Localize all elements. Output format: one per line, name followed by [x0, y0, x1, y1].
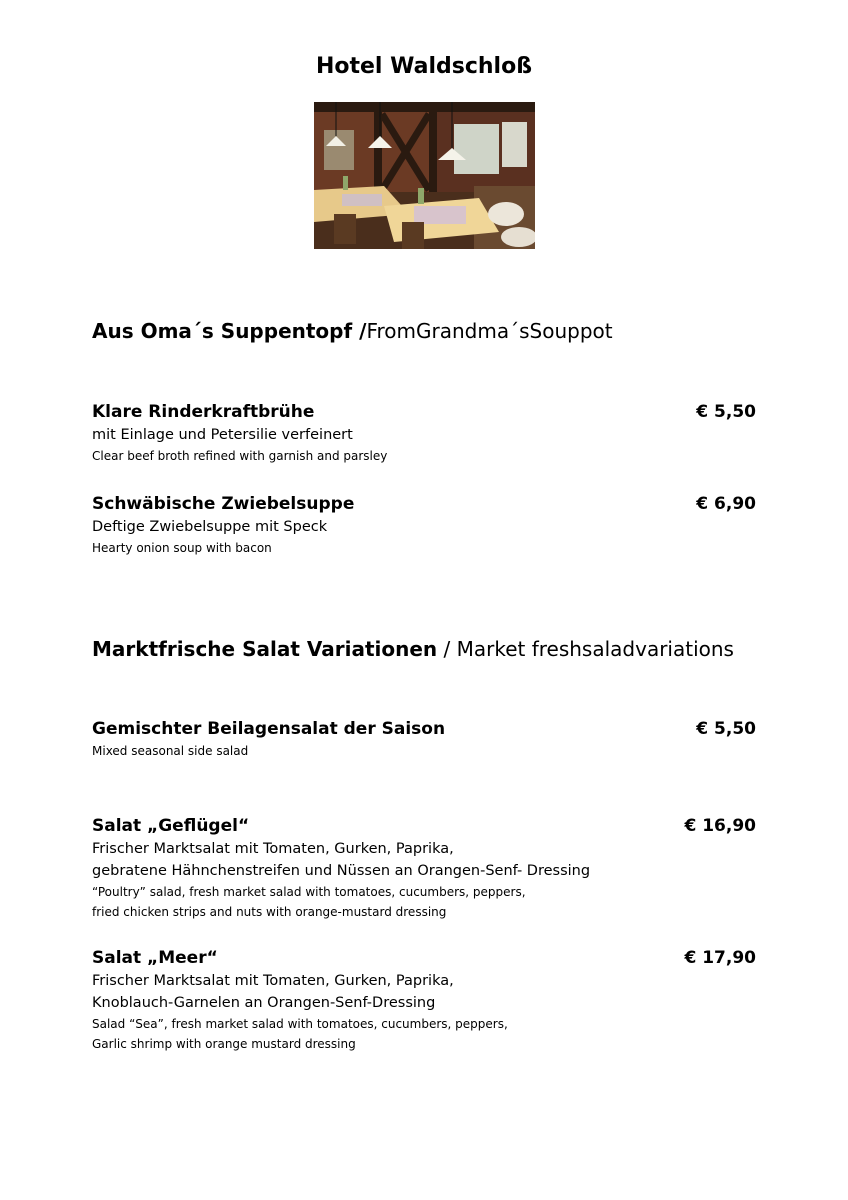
- menu-item: [92, 814, 756, 922]
- menu-item-description: Frischer Marktsalat mit Tomaten, Gurken, Paprika,: [92, 841, 454, 857]
- menu-item: [92, 717, 756, 761]
- section-heading-salads: [92, 637, 734, 661]
- menu-item-name: Schwäbische Zwiebelsuppe: [92, 494, 355, 514]
- section-heading-en: FromGrandma´sSouppot: [366, 319, 613, 343]
- section-heading-separator: /: [437, 637, 457, 661]
- menu-item-english: fried chicken strips and nuts with orange-mustard dressing: [92, 905, 447, 919]
- menu-item-price: € 5,50: [696, 402, 756, 422]
- restaurant-interior-photo: [314, 102, 535, 249]
- menu-item: [92, 946, 756, 1054]
- section-heading-de: Marktfrische Salat Variationen: [92, 637, 438, 661]
- menu-item-english: Clear beef broth refined with garnish and parsley: [92, 449, 388, 463]
- menu-item-english: Salad “Sea”, fresh market salad with tomatoes, cucumbers, peppers,: [92, 1017, 508, 1031]
- section-heading-en: Market freshsaladvariations: [456, 637, 734, 661]
- menu-item: [92, 492, 756, 558]
- menu-item-name: Gemischter Beilagensalat der Saison: [92, 719, 446, 739]
- menu-item-price: € 17,90: [684, 948, 756, 968]
- menu-item-english: Mixed seasonal side salad: [92, 744, 249, 758]
- menu-item-price: € 6,90: [696, 494, 756, 514]
- menu-item-english: Hearty onion soup with bacon: [92, 541, 272, 555]
- menu-item-description: Deftige Zwiebelsuppe mit Speck: [92, 519, 328, 535]
- page-title: Hotel Waldschloß: [315, 54, 533, 79]
- menu-item-price: € 5,50: [696, 719, 756, 739]
- menu-item-name: Salat „Geflügel“: [92, 816, 250, 836]
- section-heading-de: Aus Oma´s Suppentopf /: [92, 319, 367, 343]
- menu-item-description: Knoblauch-Garnelen an Orangen-Senf-Dressing: [92, 995, 436, 1011]
- section-heading-soups: [92, 319, 613, 343]
- menu-item-description: Frischer Marktsalat mit Tomaten, Gurken, Paprika,: [92, 973, 454, 989]
- menu-item: [92, 400, 756, 466]
- menu-item-description: gebratene Hähnchenstreifen und Nüssen an Orangen-Senf- Dressing: [92, 863, 591, 879]
- menu-item-english: Garlic shrimp with orange mustard dressing: [92, 1037, 356, 1051]
- menu-item-name: Salat „Meer“: [92, 948, 218, 968]
- menu-item-name: Klare Rinderkraftbrühe: [92, 402, 315, 422]
- menu-item-english: “Poultry” salad, fresh market salad with tomatoes, cucumbers, peppers,: [92, 885, 526, 899]
- menu-item-description: mit Einlage und Petersilie verfeinert: [92, 427, 353, 443]
- menu-item-price: € 16,90: [684, 816, 756, 836]
